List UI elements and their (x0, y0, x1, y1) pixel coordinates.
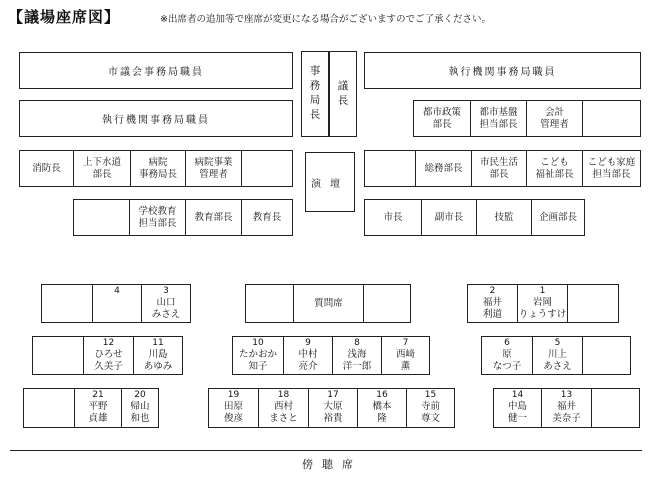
seat-number: 7 (402, 338, 409, 348)
member-seat (283, 337, 332, 374)
seat-name: 岩岡 りょうすけ (518, 297, 567, 320)
member-seat (332, 337, 381, 374)
cell-label: 教育長 (252, 211, 282, 223)
seat-name: 西村 まさと (269, 401, 298, 424)
seat-child-welfare (526, 151, 582, 186)
seat-number: 9 (305, 338, 311, 348)
member-seats-r1-left (41, 284, 191, 323)
member-seat (468, 285, 517, 322)
member-seat (482, 337, 532, 374)
seat-accounting (526, 101, 582, 136)
cell-label: 学校教育 担当部長 (138, 205, 177, 229)
cell-label: 市民生活 部長 (479, 156, 518, 180)
seat-number: 6 (504, 338, 510, 348)
cell-label: 総務部長 (424, 162, 463, 174)
seat-name: 大原 裕貴 (323, 401, 343, 424)
seat-number: 14 (511, 390, 524, 400)
seat-urban-policy (414, 101, 470, 136)
cell-label: 企画部長 (538, 211, 577, 223)
seat-child-family (582, 151, 640, 186)
seat-empty (74, 200, 129, 235)
cell-label: 市長 (383, 211, 403, 223)
questioner-side-right (363, 285, 410, 322)
member-seat (532, 337, 582, 374)
seat-general-affairs (415, 151, 471, 186)
seat-number: 21 (92, 390, 104, 400)
member-seats-r3-right (493, 388, 640, 428)
seat-planning (531, 200, 584, 235)
seat-water (73, 151, 130, 186)
seat-chief-engineer (476, 200, 531, 235)
chair-label: 議長 (336, 79, 349, 109)
seat-hospital-admin (185, 151, 241, 186)
member-seat (258, 389, 308, 427)
right-exec-row3 (364, 150, 641, 187)
podium (305, 152, 355, 212)
cell-label: 技監 (494, 211, 514, 223)
seat-name: 田原 俊彦 (223, 401, 243, 424)
seat-number: 13 (560, 390, 573, 400)
exec-staff-box-left (19, 100, 293, 137)
member-seat (541, 389, 591, 427)
member-seat (591, 389, 639, 427)
member-seat (92, 285, 141, 322)
member-seat (517, 285, 567, 322)
seat-name: 中村 亮介 (298, 349, 318, 372)
member-seat (24, 389, 74, 427)
cell-label: 副市長 (434, 211, 464, 223)
seat-school-edu (129, 200, 185, 235)
member-seat (121, 389, 158, 427)
seat-number: 20 (134, 390, 146, 400)
seat-number: 4 (114, 286, 120, 296)
member-seat (567, 285, 618, 322)
right-exec-row4 (364, 199, 585, 236)
seat-empty (582, 101, 640, 136)
member-seat (233, 337, 283, 374)
seat-edu-director (185, 200, 241, 235)
seat-mayor (365, 200, 421, 235)
cell-label: 病院事業 管理者 (194, 156, 233, 180)
seat-name: 平野 貞雄 (88, 401, 108, 424)
seat-name: 中島 健一 (507, 401, 527, 424)
questioner-box (245, 284, 411, 323)
seat-empty (365, 151, 415, 186)
seat-name: 原 なつ子 (492, 349, 522, 372)
exec-staff-box-right (364, 52, 641, 89)
cell-label: 消防長 (32, 162, 61, 174)
council-staff-label: 市議会事務局職員 (108, 67, 204, 78)
member-seats-r2-right (481, 336, 631, 375)
seat-name: 川島 あゆみ (143, 349, 173, 372)
seat-name: ひろせ 久美子 (94, 349, 123, 372)
seat-number: 10 (252, 338, 264, 348)
seat-number: 16 (376, 390, 388, 400)
seat-fire-chief (20, 151, 73, 186)
seat-name: 西﨑 薫 (395, 349, 415, 372)
left-exec-row4 (73, 199, 293, 236)
cell-label: こども家庭 担当部長 (587, 156, 636, 180)
questioner-side-left (246, 285, 293, 322)
seat-number: 1 (539, 286, 546, 296)
page-title: 【議場座席図】 (8, 8, 121, 26)
seat-name: 福井 利道 (482, 297, 502, 320)
seat-number: 11 (152, 338, 164, 348)
seat-name: 寺前 尊文 (420, 401, 440, 424)
left-exec-row3 (19, 150, 293, 187)
right-exec-row2 (413, 100, 641, 137)
seat-name: 帰山 和也 (130, 401, 150, 424)
cell-label: 上下水道 部長 (82, 156, 121, 180)
podium-label: 演壇 (311, 178, 349, 190)
questioner-seat (293, 285, 363, 322)
member-seats-r1-right (467, 284, 619, 323)
member-seats-r2-center (232, 336, 430, 375)
seat-empty (241, 151, 292, 186)
seat-number: 18 (277, 390, 290, 400)
member-seat (381, 337, 429, 374)
member-seat (33, 337, 83, 374)
member-seat (582, 337, 630, 374)
seat-number: 17 (327, 390, 339, 400)
exec-staff-right-label: 執行機関事務局職員 (448, 67, 557, 78)
seat-name: 川上 あさえ (543, 349, 572, 372)
header-note: ※出席者の追加等で座席が変更になる場合がございますのでご了承ください。 (160, 14, 491, 25)
secretary-general-label: 事務局長 (308, 65, 321, 123)
seat-number: 3 (163, 286, 169, 296)
questioner-label: 質問席 (314, 297, 343, 309)
member-seat (42, 285, 92, 322)
seat-deputy-mayor (421, 200, 476, 235)
exec-staff-left-label: 執行機関事務局職員 (102, 115, 210, 126)
seat-name: 浅海 洋一郎 (342, 349, 372, 372)
member-seats-r2-left (32, 336, 183, 375)
gallery-divider (10, 450, 642, 451)
cell-label: 都市政策 部長 (422, 106, 461, 130)
seat-name: 福井 美奈子 (552, 401, 581, 424)
gallery-label: 傍聴席 (302, 458, 362, 471)
cell-label: 会計 管理者 (540, 106, 569, 130)
member-seat (357, 389, 406, 427)
member-seats-r3-center (208, 388, 455, 428)
seat-number: 2 (489, 286, 496, 296)
seat-name: たかおか 知子 (238, 349, 277, 372)
member-seat (494, 389, 541, 427)
chair-seat (329, 51, 357, 137)
seat-name: 山口 みさえ (151, 297, 181, 320)
seat-number: 5 (554, 338, 561, 348)
council-staff-box (19, 52, 293, 89)
member-seat (209, 389, 258, 427)
seat-hospital-office (130, 151, 185, 186)
seat-urban-infra (470, 101, 526, 136)
secretary-general-seat (301, 51, 329, 137)
member-seat (141, 285, 190, 322)
seat-number: 19 (227, 390, 240, 400)
member-seats-r3-left (23, 388, 159, 428)
cell-label: こども 福祉部長 (535, 156, 574, 180)
member-seat (406, 389, 454, 427)
seat-number: 12 (102, 338, 115, 348)
seat-citizen-life (471, 151, 526, 186)
seat-number: 8 (354, 338, 360, 348)
seat-superintendent (241, 200, 292, 235)
member-seat (74, 389, 121, 427)
cell-label: 教育部長 (194, 211, 233, 223)
member-seat (83, 337, 133, 374)
seat-number: 15 (424, 390, 437, 400)
member-seat (133, 337, 182, 374)
member-seat (308, 389, 357, 427)
cell-label: 病院 事務局長 (138, 156, 177, 180)
seat-name: 橋本 隆 (372, 401, 392, 424)
cell-label: 都市基盤 担当部長 (479, 106, 518, 130)
